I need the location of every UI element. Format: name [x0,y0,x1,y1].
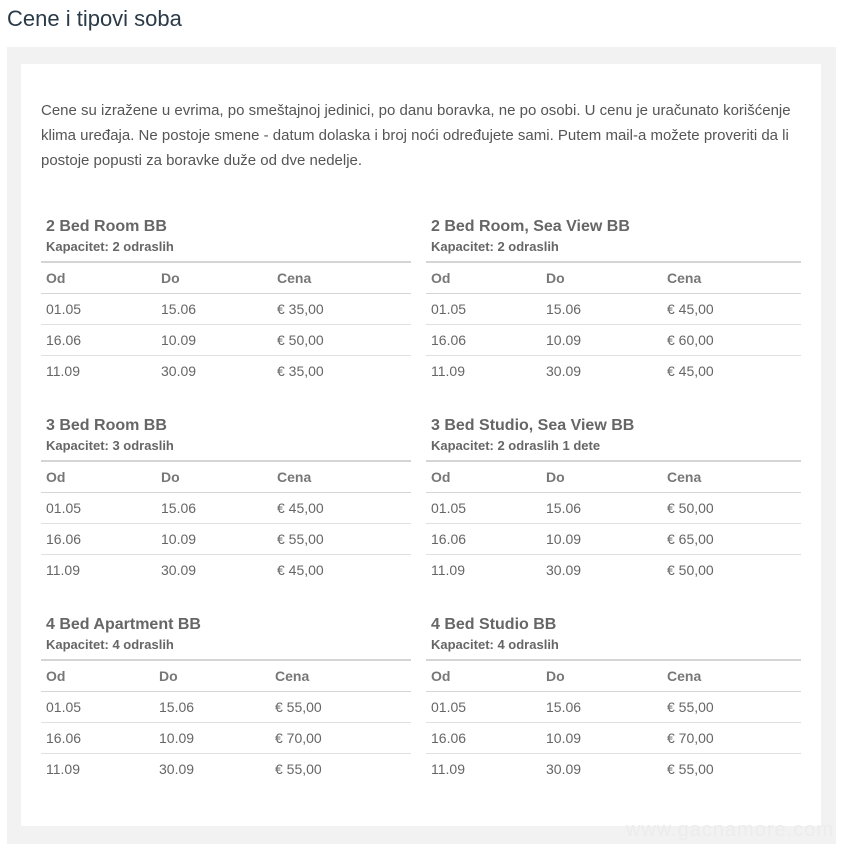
room-card [426,615,801,784]
column-header-from: Od [426,660,541,692]
cell-from: 11.09 [431,363,465,379]
table-row [426,294,801,325]
table-row [41,325,411,356]
cell-from: 11.09 [431,562,465,578]
price-table [426,460,801,585]
cell-from: 11.09 [46,761,80,777]
column-header-to: Do [541,262,662,294]
cell-price: € 70,00 [270,723,411,754]
column-header-price: Cena [270,660,411,692]
cell-price: € 35,00 [277,363,324,379]
column-header-to: Do [154,660,270,692]
column-header-price: Cena [272,461,411,493]
cell-price: € 55,00 [272,524,411,555]
cell-price: € 45,00 [277,562,324,578]
cell-price: € 65,00 [662,524,801,555]
table-row [426,692,801,723]
column-header-price: Cena [662,262,801,294]
table-header-row [426,262,801,294]
column-header-to: Do [541,461,662,493]
cell-price: € 60,00 [662,325,801,356]
table-row [426,493,801,524]
table-row [426,723,801,754]
cell-to: 30.09 [546,562,582,578]
price-table [426,659,801,784]
column-header-from: Od [41,660,154,692]
cell-price: € 55,00 [667,761,714,777]
table-header-row [41,461,411,493]
cell-price: € 45,00 [667,363,714,379]
table-row [41,692,411,723]
room-title: 2 Bed Room, Sea View BB [431,218,630,235]
room-title: 4 Bed Apartment BB [46,616,201,633]
room-title: 4 Bed Studio BB [431,616,557,633]
column-header-from: Od [41,262,156,294]
cell-from: 11.09 [46,562,80,578]
content-panel [7,47,836,844]
cell-price: € 50,00 [667,562,714,578]
cell-from: 11.09 [46,363,80,379]
cell-to: 10.09 [541,723,662,754]
room-card [426,217,801,386]
column-header-price: Cena [662,461,801,493]
table-header-row [41,660,411,692]
cell-to: 10.09 [154,723,270,754]
cell-to: 30.09 [546,363,582,379]
cell-to: 30.09 [159,761,195,777]
room-capacity: Kapacitet: 3 odraslih [46,438,174,453]
room-card [41,217,411,386]
room-capacity: Kapacitet: 2 odraslih [46,239,174,254]
room-card [41,416,411,585]
table-row [41,524,411,555]
column-header-price: Cena [272,262,411,294]
table-row [41,356,411,387]
room-title: 3 Bed Room BB [46,417,167,434]
cell-price: € 50,00 [662,493,801,524]
cell-price: € 55,00 [270,692,411,723]
price-table [41,460,411,585]
cell-to: 10.09 [541,524,662,555]
table-row [41,754,411,785]
cell-from: 11.09 [431,761,465,777]
cell-from: 16.06 [41,524,156,555]
table-row [41,555,411,586]
table-row [426,356,801,387]
price-table [41,261,411,386]
cell-to: 15.06 [541,294,662,325]
cell-from: 16.06 [426,723,541,754]
watermark: www.gacnamore.com [625,819,834,841]
cell-from: 01.05 [426,493,541,524]
cell-to: 30.09 [161,363,197,379]
table-row [426,754,801,785]
column-header-from: Od [426,262,541,294]
cell-to: 15.06 [156,294,272,325]
cell-to: 15.06 [154,692,270,723]
room-card [426,416,801,585]
table-row [426,524,801,555]
table-header-row [41,262,411,294]
room-capacity: Kapacitet: 2 odraslih [431,239,559,254]
room-capacity: Kapacitet: 2 odraslih 1 dete [431,438,601,453]
column-header-from: Od [41,461,156,493]
cell-to: 15.06 [541,493,662,524]
room-card [41,615,411,784]
cell-price: € 45,00 [662,294,801,325]
room-capacity: Kapacitet: 4 odraslih [46,637,174,652]
table-row [426,555,801,586]
cell-to: 10.09 [156,524,272,555]
cell-price: € 35,00 [272,294,411,325]
column-header-price: Cena [662,660,801,692]
cell-to: 30.09 [161,562,197,578]
content-card [21,64,821,826]
cell-from: 01.05 [41,493,156,524]
room-capacity: Kapacitet: 4 odraslih [431,637,559,652]
cell-price: € 55,00 [275,761,322,777]
cell-price: € 55,00 [662,692,801,723]
room-title: 3 Bed Studio, Sea View BB [431,417,635,434]
cell-price: € 50,00 [272,325,411,356]
cell-from: 01.05 [426,294,541,325]
table-header-row [426,461,801,493]
cell-to: 10.09 [541,325,662,356]
cell-from: 16.06 [426,524,541,555]
cell-from: 01.05 [41,692,154,723]
cell-price: € 45,00 [272,493,411,524]
cell-from: 16.06 [426,325,541,356]
cell-to: 10.09 [156,325,272,356]
table-row [426,325,801,356]
column-header-to: Do [541,660,662,692]
cell-from: 16.06 [41,325,156,356]
room-title: 2 Bed Room BB [46,218,167,235]
table-row [41,294,411,325]
price-table [41,659,411,784]
cell-price: € 70,00 [662,723,801,754]
cell-from: 16.06 [41,723,154,754]
cell-to: 30.09 [546,761,582,777]
page-title: Cene i tipovi soba [7,6,182,31]
cell-to: 15.06 [156,493,272,524]
column-header-to: Do [156,262,272,294]
column-header-to: Do [156,461,272,493]
table-row [41,493,411,524]
column-header-from: Od [426,461,541,493]
price-table [426,261,801,386]
cell-from: 01.05 [41,294,156,325]
table-header-row [426,660,801,692]
table-row [41,723,411,754]
cell-to: 15.06 [541,692,662,723]
cell-from: 01.05 [426,692,541,723]
intro-text: Cene su izražene u evrima, po smeštajnoj jedinici, po danu boravka, ne po osobi. U cenu je uračunato korišćenje klima uređaja. Ne postoje smene - datum dolaska i broj noći određujete sami. Putem mail-a možete proveriti da li postoje popusti za boravke duže od dve nedelje. [41,102,791,169]
